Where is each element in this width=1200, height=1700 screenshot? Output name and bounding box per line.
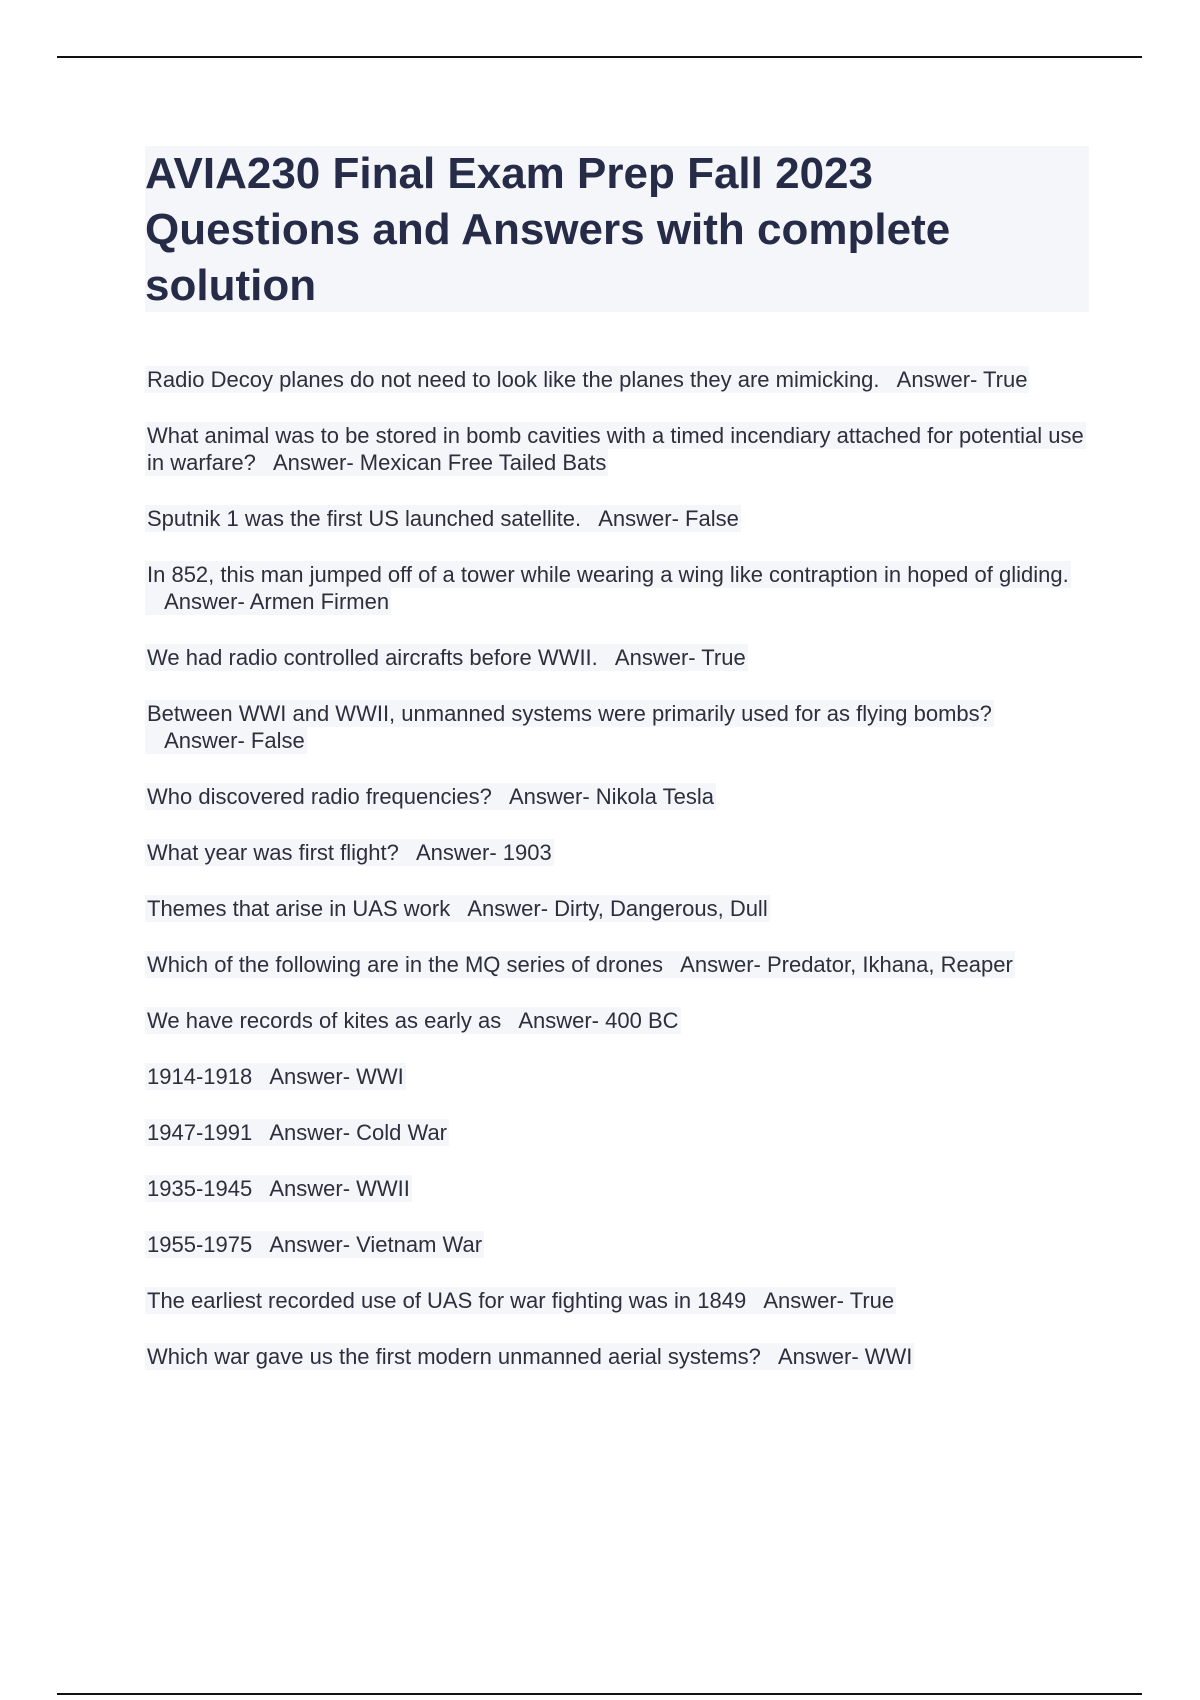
answer-text: Answer- Cold War: [269, 1120, 448, 1145]
title-block: [145, 146, 1089, 312]
qa-item: [145, 1063, 1089, 1090]
qa-item: [145, 951, 1089, 978]
answer-text: Answer- Nikola Tesla: [508, 784, 714, 809]
question-text: What animal was to be stored in bomb cavities with a timed incendiary attached for potential use in warfare?: [147, 423, 1084, 475]
question-text: Who discovered radio frequencies?: [147, 784, 492, 809]
question-text: Sputnik 1 was the first US launched satellite.: [147, 506, 582, 531]
qa-item: [145, 1231, 1089, 1258]
question-text: Between WWI and WWII, unmanned systems were primarily used for as flying bombs?: [147, 701, 992, 726]
question-text: We had radio controlled aircrafts before WWII.: [147, 645, 598, 670]
question-text: Which war gave us the first modern unmanned aerial systems?: [147, 1344, 761, 1369]
answer-text: Answer- Vietnam War: [269, 1232, 483, 1257]
question-text: In 852, this man jumped off of a tower while wearing a wing like contraption in hoped of gliding.: [147, 562, 1069, 587]
qa-item: [145, 561, 1089, 615]
answer-text: Answer- WWI: [777, 1344, 913, 1369]
question-text: 1947-1991: [147, 1120, 253, 1145]
question-text: 1914-1918: [147, 1064, 253, 1089]
answer-text: Answer- 1903: [416, 840, 552, 865]
qa-item: [145, 700, 1089, 754]
answer-text: Answer- False: [598, 506, 739, 531]
answer-text: Answer- Dirty, Dangerous, Dull: [467, 896, 768, 921]
question-text: Which of the following are in the MQ series of drones: [147, 952, 664, 977]
answer-text: Answer- WWI: [269, 1064, 404, 1089]
document-title: AVIA230 Final Exam Prep Fall 2023 Questions and Answers with complete solution: [145, 149, 951, 310]
qa-item: [145, 1007, 1089, 1034]
answer-text: Answer- Mexican Free Tailed Bats: [272, 450, 607, 475]
qa-item: [145, 783, 1089, 810]
top-divider: [57, 56, 1142, 58]
question-text: What year was first flight?: [147, 840, 399, 865]
answer-text: Answer- Armen Firmen: [164, 589, 390, 614]
qa-item: [145, 895, 1089, 922]
qa-item: [145, 422, 1089, 476]
question-text: We have records of kites as early as: [147, 1008, 502, 1033]
qa-item: [145, 1119, 1089, 1146]
question-text: Radio Decoy planes do not need to look like the planes they are mimicking.: [147, 367, 880, 392]
qa-list: [145, 366, 1089, 1399]
question-text: 1955-1975: [147, 1232, 253, 1257]
qa-item: [145, 1175, 1089, 1202]
qa-item: [145, 839, 1089, 866]
question-text: The earliest recorded use of UAS for war fighting was in 1849: [147, 1288, 747, 1313]
question-text: 1935-1945: [147, 1176, 253, 1201]
qa-item: [145, 1287, 1089, 1314]
answer-text: Answer- 400 BC: [518, 1008, 679, 1033]
qa-item: [145, 1343, 1089, 1370]
qa-item: [145, 505, 1089, 532]
answer-text: Answer- WWII: [269, 1176, 410, 1201]
qa-item: [145, 644, 1089, 671]
answer-text: Answer- Predator, Ikhana, Reaper: [680, 952, 1013, 977]
qa-item: [145, 366, 1089, 393]
answer-text: Answer- True: [614, 645, 746, 670]
answer-text: Answer- False: [164, 728, 305, 753]
answer-text: Answer- True: [763, 1288, 895, 1313]
bottom-divider: [57, 1693, 1142, 1695]
question-text: Themes that arise in UAS work: [147, 896, 451, 921]
answer-text: Answer- True: [896, 367, 1028, 392]
